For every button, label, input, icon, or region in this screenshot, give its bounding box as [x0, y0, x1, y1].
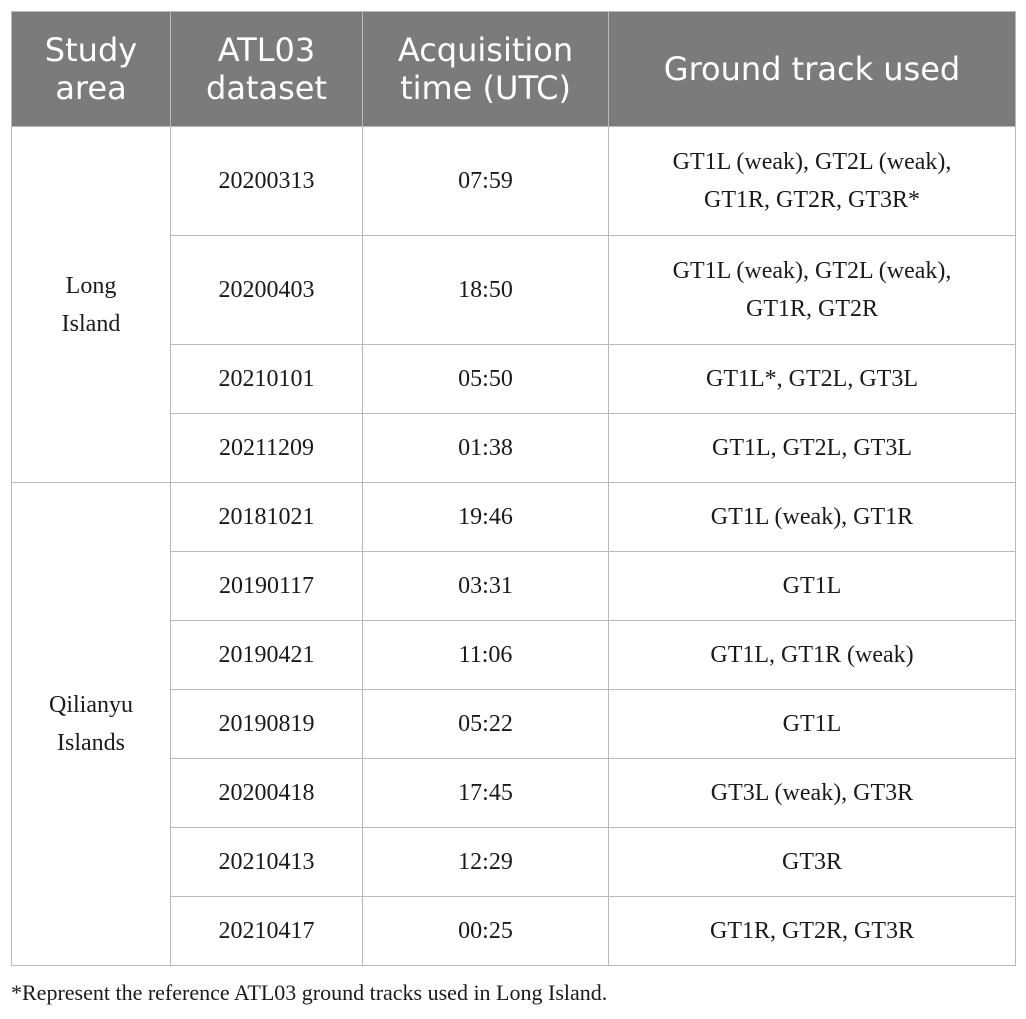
ground-track-cell: GT1L, GT2L, GT3L: [609, 414, 1016, 483]
dataset-cell: 20200418: [171, 759, 363, 828]
ground-track-cell: GT1L, GT1R (weak): [609, 621, 1016, 690]
dataset-cell: 20181021: [171, 483, 363, 552]
ground-track-cell: GT3L (weak), GT3R: [609, 759, 1016, 828]
acquisition-time-cell: 03:31: [363, 552, 609, 621]
header-study-area: Study area: [12, 12, 171, 127]
acquisition-time-cell: 18:50: [363, 236, 609, 345]
ground-track-cell: GT1L: [609, 552, 1016, 621]
header-acquisition-time: Acquisition time (UTC): [363, 12, 609, 127]
acquisition-time-cell: 12:29: [363, 828, 609, 897]
header-ground-track: Ground track used: [609, 12, 1016, 127]
dataset-cell: 20211209: [171, 414, 363, 483]
header-row: [12, 12, 1016, 127]
acquisition-time-cell: 05:50: [363, 345, 609, 414]
header-atl03-dataset: ATL03 dataset: [171, 12, 363, 127]
acquisition-time-cell: 05:22: [363, 690, 609, 759]
study-area-cell: Long Island: [12, 127, 171, 483]
acquisition-time-cell: 19:46: [363, 483, 609, 552]
data-table: [11, 11, 1016, 966]
acquisition-time-cell: 00:25: [363, 897, 609, 966]
study-area-cell: Qilianyu Islands: [12, 483, 171, 966]
dataset-cell: 20200403: [171, 236, 363, 345]
footnote: *Represent the reference ATL03 ground tracks used in Long Island.: [11, 980, 608, 1005]
acquisition-time-cell: 07:59: [363, 127, 609, 236]
dataset-cell: 20200313: [171, 127, 363, 236]
ground-track-cell: GT1R, GT2R, GT3R: [609, 897, 1016, 966]
dataset-cell: 20190819: [171, 690, 363, 759]
ground-track-cell: GT1L: [609, 690, 1016, 759]
dataset-cell: 20210413: [171, 828, 363, 897]
ground-track-cell: GT3R: [609, 828, 1016, 897]
acquisition-time-cell: 17:45: [363, 759, 609, 828]
acquisition-time-cell: 11:06: [363, 621, 609, 690]
ground-track-cell: GT1L (weak), GT2L (weak), GT1R, GT2R: [609, 236, 1016, 345]
table-row: [12, 483, 1016, 552]
table-row: [12, 127, 1016, 236]
ground-track-cell: GT1L (weak), GT1R: [609, 483, 1016, 552]
acquisition-time-cell: 01:38: [363, 414, 609, 483]
ground-track-cell: GT1L (weak), GT2L (weak), GT1R, GT2R, GT3R*: [609, 127, 1016, 236]
dataset-cell: 20190117: [171, 552, 363, 621]
dataset-cell: 20210101: [171, 345, 363, 414]
dataset-cell: 20190421: [171, 621, 363, 690]
ground-track-cell: GT1L*, GT2L, GT3L: [609, 345, 1016, 414]
dataset-cell: 20210417: [171, 897, 363, 966]
